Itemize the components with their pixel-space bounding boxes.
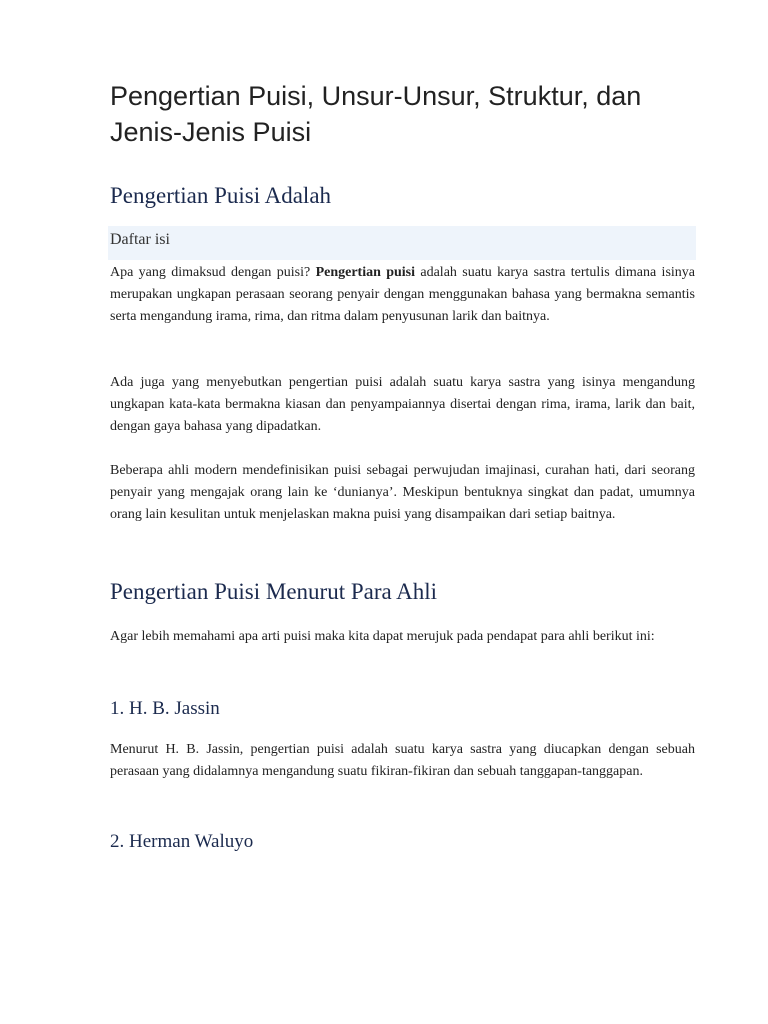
expert-heading-jassin: 1. H. B. Jassin: [110, 698, 220, 719]
toc-label: Daftar isi: [110, 231, 170, 248]
paragraph-modern-experts: Beberapa ahli modern mendefinisikan puisi sebagai perwujudan imajinasi, curahan hati, dari seorang penyair yang mengajak orang lain ke ‘dunianya’. Meskipun bentuknya singkat dan padat, umumnya orang lain kesulitan untuk menjelaskan makna puisi yang disampaikan dari setiap baitnya.: [110, 463, 695, 522]
section-heading-para-ahli: Pengertian Puisi Menurut Para Ahli: [110, 579, 438, 604]
expert-heading-waluyo: 2. Herman Waluyo: [110, 831, 254, 852]
paragraph-jassin: Menurut H. B. Jassin, pengertian puisi adalah suatu karya sastra yang diucapkan dengan sebuah perasaan yang didalamnya mengandung suatu fikiran-fikiran dan sebuah tanggapan-tanggapan.: [110, 742, 695, 779]
paragraph-definition-intro: Apa yang dimaksud dengan puisi?: [110, 265, 316, 280]
term-pengertian-puisi: Pengertian puisi: [315, 265, 416, 280]
page-title: Pengertian Puisi, Unsur-Unsur, Struktur, dan Jenis-Jenis Puisi: [110, 81, 642, 147]
paragraph-definition: [110, 262, 695, 328]
table-of-contents-toggle[interactable]: [108, 226, 696, 260]
section-heading-pengertian: Pengertian Puisi Adalah: [110, 183, 332, 208]
paragraph-experts-intro: Agar lebih memahami apa arti puisi maka kita dapat merujuk pada pendapat para ahli berikut ini:: [110, 629, 655, 644]
paragraph-alternative-definition: Ada juga yang menyebutkan pengertian puisi adalah suatu karya sastra yang isinya mengandung ungkapan kata-kata bermakna kiasan dan penyampaiannya disertai dengan rima, irama, larik dan bait, dengan gaya bahasa yang dipadatkan.: [110, 375, 695, 434]
paragraph-definition-rest: adalah suatu karya sastra tertulis dimana isinya merupakan ungkapan perasaan seorang penyair dengan menggunakan bahasa yang bermakna semantis serta mengandung irama, rima, dan ritma dalam penyusunan larik dan baitnya.: [110, 265, 695, 324]
